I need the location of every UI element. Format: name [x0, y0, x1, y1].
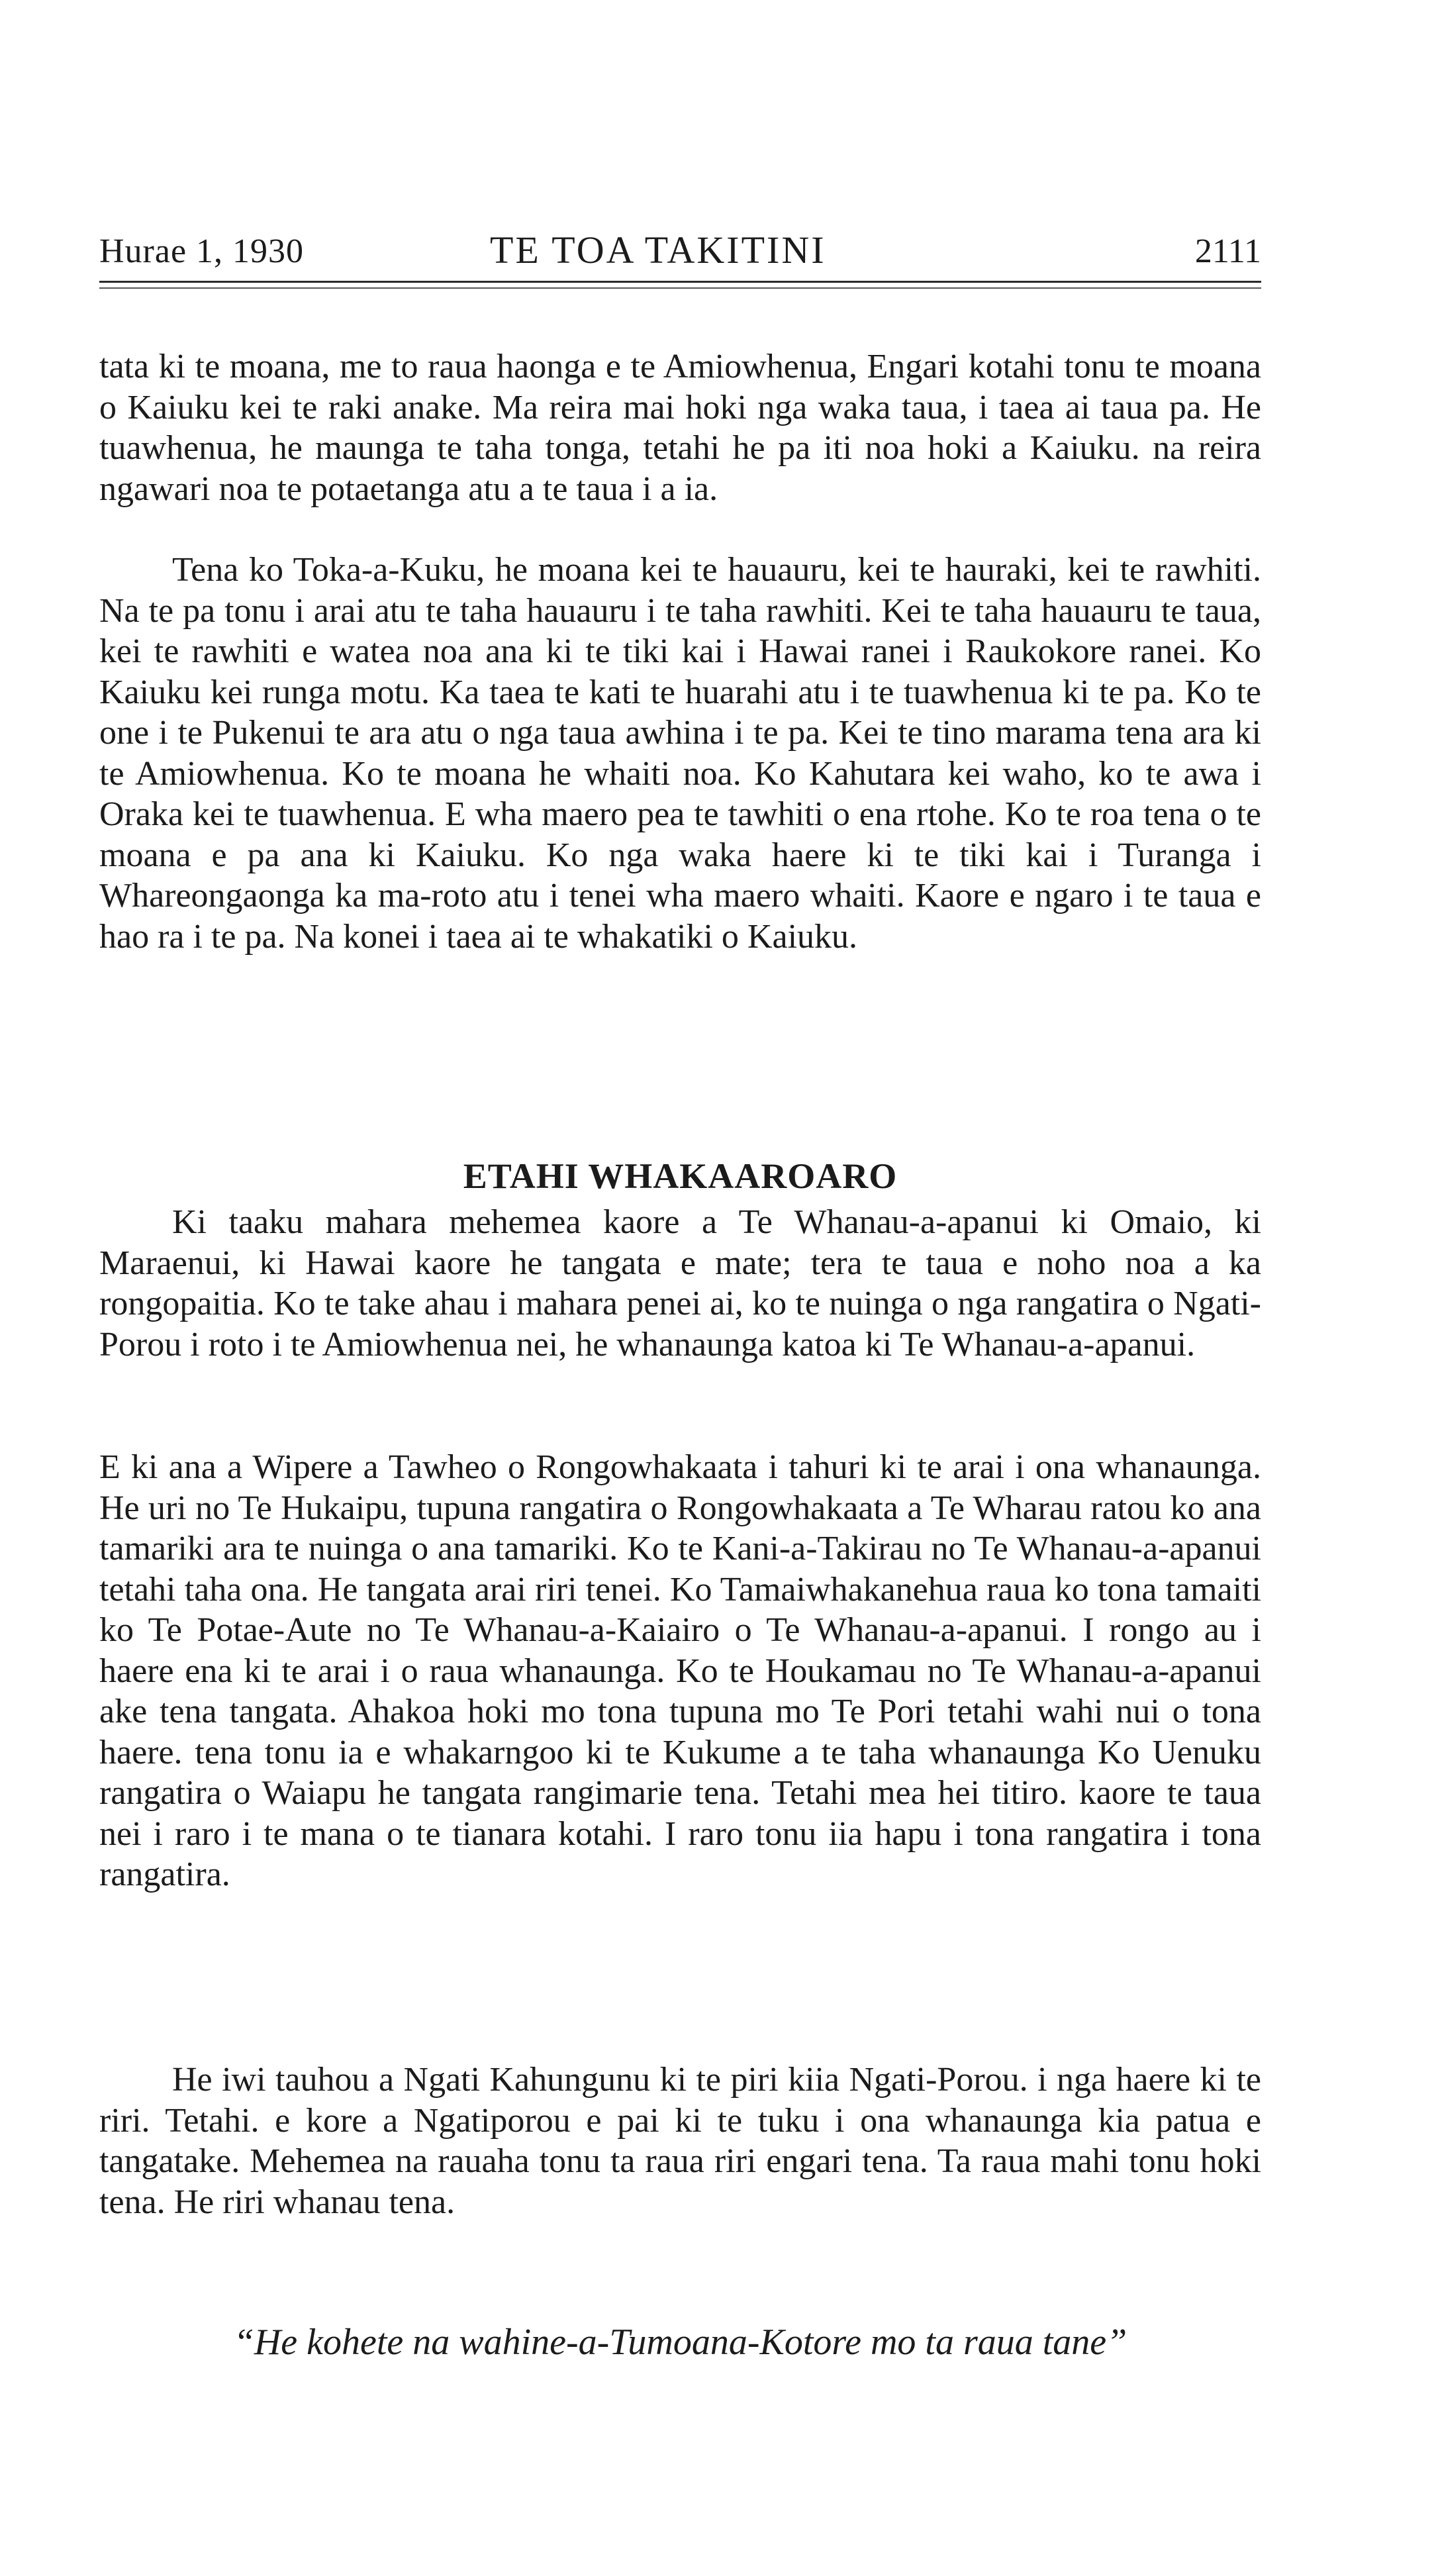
- header-rule: [99, 281, 1261, 283]
- section-heading: ETAHI WHAKAAROARO: [463, 1156, 898, 1196]
- body-paragraph-2: Tena ko Toka-a-Kuku, he moana kei te hauauru, kei te hauraki, kei te rawhiti. Na te pa tonu i arai atu te taha hauauru i te taha rawhiti. Kei te taha hauauru te taua, kei te rawhiti e watea noa ana ki te tiki kai i Hawai ranei i Raukokore ranei. Ko Kaiuku kei runga motu. Ka taea te kati te huarahi atu i te tuawhenua ki te pa. Ko te one i te Pukenui te ara atu o nga taua awhina i te pa. Kei te tino marama tena ara ki te Amiowhenua. Ko te moana he whaiti noa. Ko Kahutara kei waho, ko te awa i Oraka kei te tuawhenua. E wha maero pea te tawhiti o ena rtohe. Ko te roa tena o te moana e pa ana ki Kaiuku. Ko nga waka haere ki te tiki kai i Turanga i Whareongaonga ka ma-roto atu i tenei wha maero whaiti. Kaore e ngaro i te taua e hao ra i te pa. Na konei i taea ai te whakatiki o Kaiuku.: [99, 551, 1261, 956]
- running-header: [99, 225, 1261, 285]
- journal-title: TE TOA TAKITINI: [490, 228, 826, 272]
- issue-date: Hurae 1, 1930: [99, 232, 305, 270]
- closing-motto: “He kohete na wahine-a-Tumoana-Kotore mo ta raua tane”: [233, 2322, 1127, 2363]
- header-rule-thin: [99, 287, 1261, 289]
- body-paragraph-3: Ki taaku mahara mehemea kaore a Te Whanau-a-apanui ki Omaio, ki Maraenui, ki Hawai kaore he tangata e mate; tera te taua e noho noa a ka rongopaitia. Ko te take ahau i mahara penei ai, ko te nuinga o nga rangatira o Ngati-Porou i roto i te Amiowhenua nei, he whanaunga katoa ki Te Whanau-a-apanui.: [99, 1203, 1261, 1363]
- body-paragraph-1: tata ki te moana, me to raua haonga e te Amiowhenua, Engari kotahi tonu te moana o Kaiuku kei te raki anake. Ma reira mai hoki nga waka taua, i taea ai taua pa. He tuawhenua, he maunga te taha tonga, tetahi he pa iti noa hoki a Kaiuku. na reira ngawari noa te potaetanga atu a te taua i a ia.: [99, 348, 1261, 508]
- body-paragraph-4: E ki ana a Wipere a Tawheo o Rongowhakaata i tahuri ki te arai i ona whanaunga. He uri no Te Hukaipu, tupuna rangatira o Rongowhakaata a Te Wharau ratou ko ana tamariki ara te nuinga o ana tamariki. Ko te Kani-a-Takirau no Te Whanau-a-apanui tetahi taha ona. He tangata arai riri tenei. Ko Tamaiwhakanehua raua ko tona tamaiti ko Te Potae-Aute no Te Whanau-a-Kaiairo o Te Whanau-a-apanui. I rongo au i haere ena ki te arai i o raua whanaunga. Ko te Houkamau no Te Whanau-a-apanui ake tena tangata. Ahakoa hoki mo tona tupuna mo Te Pori tetahi wahi nui o tona haere. tena tonu ia e whakarngoo ki te Kukume a te taha whanaunga Ko Uenuku rangatira o Waiapu he tangata rangimarie tena. Tetahi mea hei titiro. kaore te taua nei i raro i te mana o te tianara kotahi. I raro tonu iia hapu i tona rangatira i tona rangatira.: [99, 1448, 1261, 1893]
- page-number: 2111: [1194, 232, 1261, 270]
- body-paragraph-5: He iwi tauhou a Ngati Kahungunu ki te piri kiia Ngati-Porou. i nga haere ki te riri. Tetahi. e kore a Ngatiporou e pai ki te tuku i ona whanaunga kia patua e tangatake. Mehemea na rauaha tonu ta raua riri engari tena. Ta raua mahi tonu hoki tena. He riri whanau tena.: [99, 2061, 1261, 2221]
